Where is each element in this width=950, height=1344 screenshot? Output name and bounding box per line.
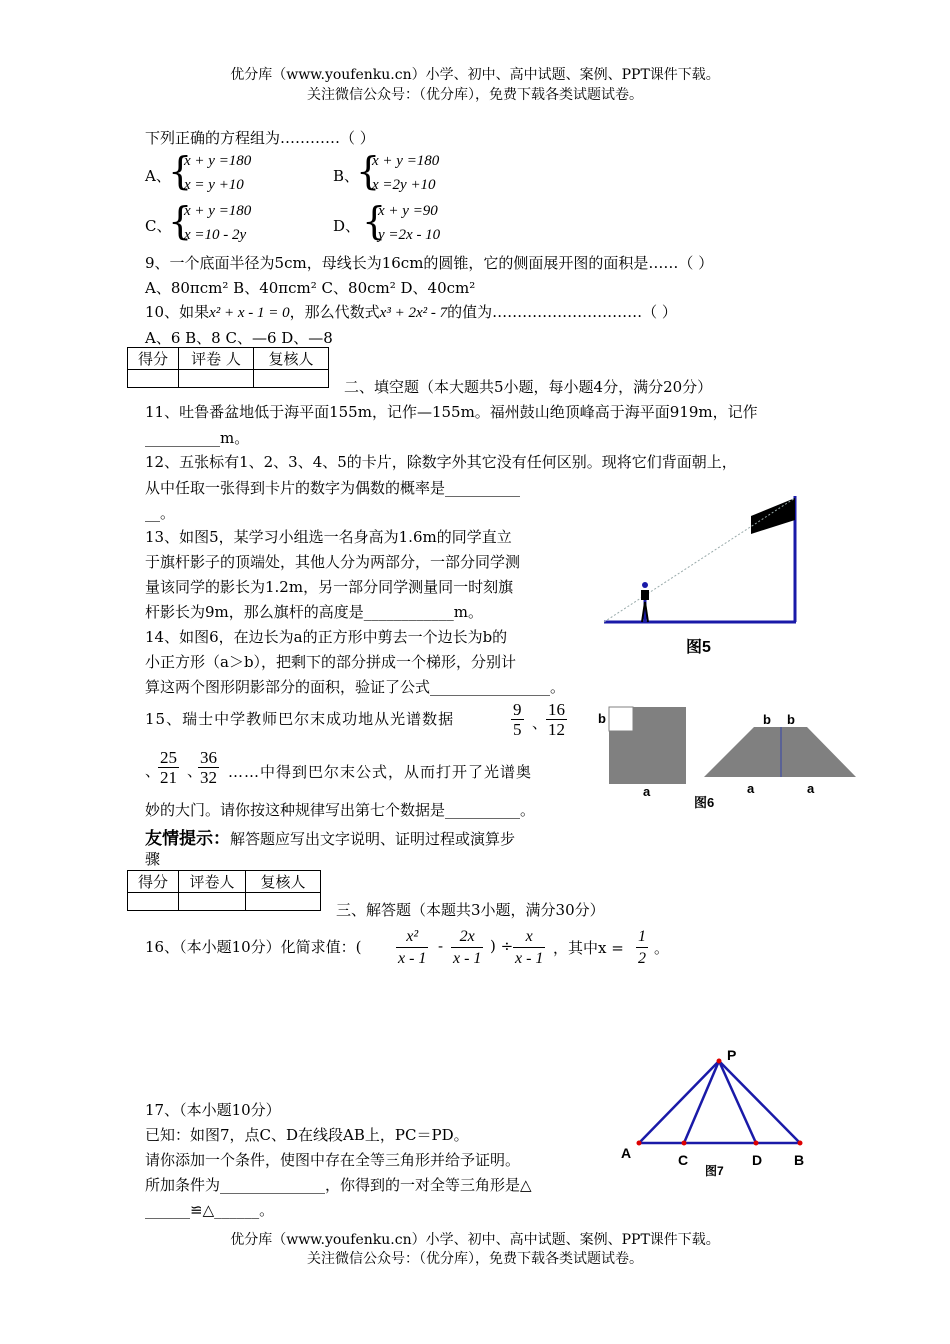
score-cell-2[interactable] [128, 893, 179, 911]
q15-sep-3: 、 [187, 762, 203, 780]
fig7-label-a: A [621, 1145, 632, 1161]
q15-line-3: 妙的大门。请你按这种规律写出第七个数据是__________。 [145, 801, 536, 819]
fig5-sun-ray [604, 498, 795, 622]
q14-line-1: 14、如图6，在边长为a的正方形中剪去一个边长为b的 [145, 628, 508, 646]
figure-5 [598, 490, 808, 660]
section-2-title: 二、填空题（本大题共5小题，每小题4分，满分20分） [344, 378, 713, 396]
q16-fraction-3: $\frac{x}{x - 1}$ [515, 928, 544, 967]
fig6-label-a-bottom-1: a [747, 781, 755, 796]
fig6-trapezoid [704, 727, 856, 777]
q8-option-c-label: C、 [145, 217, 172, 235]
q8-option-d-label: D、 [333, 217, 361, 235]
fig7-segment-pb [719, 1061, 800, 1143]
q15-fraction-3: $\frac{25}{21}$ [160, 748, 177, 787]
grader-cell[interactable] [179, 370, 254, 388]
header-line-2: 关注微信公众号：（优分库），免费下载各类试题试卷。 [307, 87, 643, 103]
fig6-caption: 图6 [694, 795, 715, 810]
fig7-label-p: P [727, 1047, 737, 1063]
q17-line-2: 已知：如图7，点C、D在线段AB上，PC＝PD。 [145, 1126, 469, 1144]
fig7-label-b: B [794, 1152, 805, 1168]
score-table-1 [127, 347, 329, 388]
q16-fraction-4: $\frac{1}{2}$ [638, 928, 646, 967]
q10-mid: ，那么代数式 [289, 303, 380, 321]
q10-expr1: x² + x - 1 = 0 [209, 305, 290, 321]
q10-expr2: x³ + 2x² - 7 [379, 305, 448, 321]
reviewer-cell-2[interactable] [246, 893, 321, 911]
q17-line-3: 请你添加一个条件，使图中存在全等三角形并给予证明。 [145, 1151, 521, 1169]
q8-d-brace: { [362, 199, 387, 243]
fig6-label-a-bottom-2: a [807, 781, 815, 796]
q15-fraction-1: $\frac{9}{5}$ [513, 700, 522, 739]
grader-cell-header: 评卷 人 [179, 348, 254, 370]
fig5-caption: 图5 [686, 639, 711, 656]
q16-end: 。 [654, 939, 670, 957]
q8-c-eq1: x + y =180 [184, 203, 252, 219]
q15-sep-2: 、 [145, 762, 161, 780]
score-table-2 [127, 870, 321, 911]
tip-bold: 友情提示： [145, 829, 230, 848]
q11-line-2: __________m。 [145, 429, 250, 447]
q8-option-b-label: B、 [333, 167, 360, 185]
q16-prefix: 16、（本小题10分）化简求值：( [145, 938, 362, 956]
fig7-segment-pd [719, 1061, 756, 1143]
q8-b-eq2: x =2y +10 [372, 177, 436, 193]
grader-cell-header-2: 评卷人 [179, 871, 246, 893]
q8-b-eq1: x + y =180 [372, 153, 440, 169]
fig7-caption: 图7 [705, 1164, 724, 1178]
fig5-student-torso [641, 590, 649, 600]
q9-stem: 9、一个底面半径为5cm，母线长为16cm的圆锥，它的侧面展开图的面积是……（ ） [145, 254, 714, 272]
q17-line-5: ______≌△______。 [145, 1201, 275, 1219]
header-line-1: 优分库（www.youfenku.cn）小学、初中、高中试题、案例、PPT课件下载。 [230, 67, 720, 83]
q10-suffix: 的值为…………………………（ ） [447, 303, 677, 321]
q12-line-3: __。 [145, 504, 176, 522]
q13-line-2: 于旗杆影子的顶端处，其他人分为两部分，一部分同学测 [145, 553, 521, 571]
fig6-label-b-left: b [598, 711, 606, 726]
section-3-title: 三、解答题（本题共3小题，满分30分） [336, 901, 605, 919]
q12-line-1: 12、五张标有1、2、3、4、5的卡片，除数字外其它没有任何区别。现将它们背面朝上， [145, 453, 737, 471]
q8-stem: 下列正确的方程组为…………（ ） [145, 129, 375, 147]
figure-6 [594, 700, 864, 812]
q14-line-2: 小正方形（a＞b），把剩下的部分拼成一个梯形，分别计 [145, 653, 517, 671]
q13-line-1: 13、如图5，某学习小组选一名身高为1.6m的同学直立 [145, 528, 512, 546]
fig6-label-a-left: a [643, 784, 651, 799]
fig7-point-c [682, 1141, 687, 1146]
score-cell-header: 得分 [128, 348, 179, 370]
q16-divide: ) ÷ [490, 937, 514, 955]
q15-sep: 、 [532, 714, 548, 732]
q8-b-brace: { [356, 149, 381, 193]
q10-line [145, 301, 677, 322]
q17-line-4: 所加条件为______________，你得到的一对全等三角形是△ [145, 1176, 532, 1194]
tip-text-2: 骤 [145, 850, 161, 868]
fig7-point-p [717, 1059, 722, 1064]
q16-minus: - [438, 937, 444, 955]
fig7-segment-pc [684, 1061, 719, 1143]
q11-line-1: 11、吐鲁番盆地低于海平面155m，记作—155m。福州鼓山绝顶峰高于海平面919m，记作 [145, 403, 758, 421]
fig7-point-d [754, 1141, 759, 1146]
q17-line-1: 17、（本小题10分） [145, 1101, 281, 1119]
tip-text: 解答题应写出文字说明、证明过程或演算步 [230, 830, 516, 848]
fig6-cut-square [609, 707, 633, 731]
q8-d-eq1: x + y =90 [378, 203, 438, 219]
score-cell[interactable] [128, 370, 179, 388]
fig7-point-b [798, 1141, 803, 1146]
tip-line [145, 824, 515, 849]
figure-7 [616, 1046, 816, 1178]
q8-c-brace: { [168, 199, 193, 243]
q12-line-2: 从中任取一张得到卡片的数字为偶数的概率是__________ [145, 479, 521, 497]
fig5-flag [751, 498, 795, 534]
reviewer-cell-header-2: 复核人 [246, 871, 321, 893]
fig7-label-d: D [752, 1152, 763, 1168]
footer-line-1: 优分库（www.youfenku.cn）小学、初中、高中试题、案例、PPT课件下载。 [230, 1232, 720, 1248]
fig6-label-b-top-2: b [787, 712, 795, 727]
grader-cell-2[interactable] [179, 893, 246, 911]
fig7-point-a [637, 1141, 642, 1146]
q8-a-brace: { [168, 149, 193, 193]
q15-fraction-2: $\frac{16}{12}$ [548, 700, 565, 739]
q10-prefix: 10、如果 [145, 303, 210, 321]
q8-option-a-label: A、 [145, 167, 171, 185]
q10-options: A、6 B、8 C、—6 D、—8 [145, 329, 333, 347]
q8-a-eq1: x + y =180 [184, 153, 252, 169]
q16-mid: ，其中x = [553, 939, 624, 957]
q15-fraction-4: $\frac{36}{32}$ [200, 748, 217, 787]
q16-fraction-2: $\frac{2x}{x - 1}$ [453, 928, 482, 967]
fig6-label-b-top-1: b [763, 712, 771, 727]
fig7-label-c: C [678, 1152, 689, 1168]
q15-prefix: 15、瑞士中学教师巴尔末成功地从光谱数据 [145, 710, 455, 728]
q13-line-4: 杆影长为9m，那么旗杆的高度是____________m。 [145, 603, 483, 621]
q13-line-3: 量该同学的影长为1.2m，另一部分同学测量同一时刻旗 [145, 578, 514, 596]
q8-d-eq2: y =2x - 10 [378, 227, 441, 243]
score-cell-header-2: 得分 [128, 871, 179, 893]
q8-a-eq2: x = y +10 [184, 177, 244, 193]
footer-line-2: 关注微信公众号：（优分库），免费下载各类试题试卷。 [307, 1251, 643, 1267]
fig7-segment-pa [639, 1061, 719, 1143]
q16-fraction-1: $\frac{\text{x²}}{x - 1}$ [398, 928, 427, 967]
q14-line-3: 算这两个图形阴影部分的面积，验证了公式________________。 [145, 678, 566, 696]
reviewer-cell[interactable] [254, 370, 329, 388]
q8-c-eq2: x =10 - 2y [184, 227, 247, 243]
fig5-student-head [642, 582, 648, 588]
reviewer-cell-header: 复核人 [254, 348, 329, 370]
q9-options: A、80πcm² B、40πcm² C、80cm² D、40cm² [145, 279, 476, 297]
q15-line-2: ……中得到巴尔末公式，从而打开了光谱奥 [228, 763, 533, 781]
